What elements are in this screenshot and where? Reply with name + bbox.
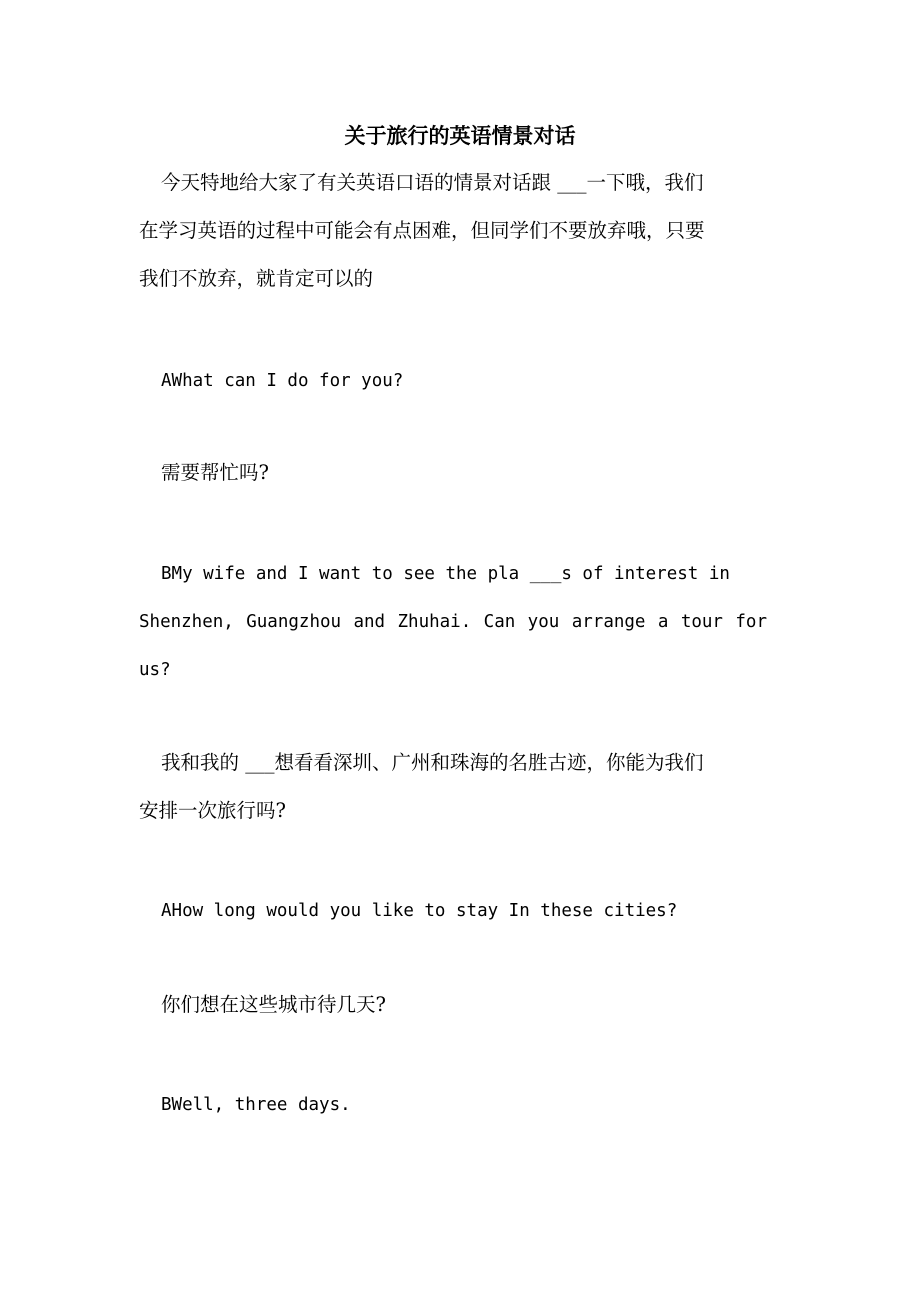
intro-line-3: 我们不放弃，就肯定可以的	[139, 267, 374, 290]
dialogue-b-answer-en: BWell, three days.	[161, 1095, 351, 1115]
dialogue-a-question-en: AWhat can I do for you?	[161, 371, 404, 391]
dialogue-b-request-en-line-2: Shenzhen, Guangzhou and Zhuhai. Can you arrange a tour for	[139, 612, 767, 632]
dialogue-a-stay-en: AHow long would you like to stay In these cities?	[161, 901, 678, 921]
dialogue-b-request-zh-line-2: 安排一次旅行吗?	[139, 799, 286, 822]
intro-line-2: 在学习英语的过程中可能会有点困难，但同学们不要放弃哦，只要	[139, 219, 705, 242]
intro-line-1: 今天特地给大家了有关英语口语的情景对话跟 ___一下哦，我们	[161, 171, 704, 194]
dialogue-a-question-zh: 需要帮忙吗?	[161, 461, 269, 484]
document-title: 关于旅行的英语情景对话	[344, 123, 576, 148]
dialogue-b-request-zh-line-1: 我和我的 ___想看看深圳、广州和珠海的名胜古迹，你能为我们	[161, 751, 704, 774]
dialogue-b-request-en-line-1: BMy wife and I want to see the pla ___s of interest in	[161, 564, 730, 584]
dialogue-b-request-en-line-3: us?	[139, 660, 171, 680]
dialogue-a-stay-zh: 你们想在这些城市待几天?	[161, 993, 386, 1016]
